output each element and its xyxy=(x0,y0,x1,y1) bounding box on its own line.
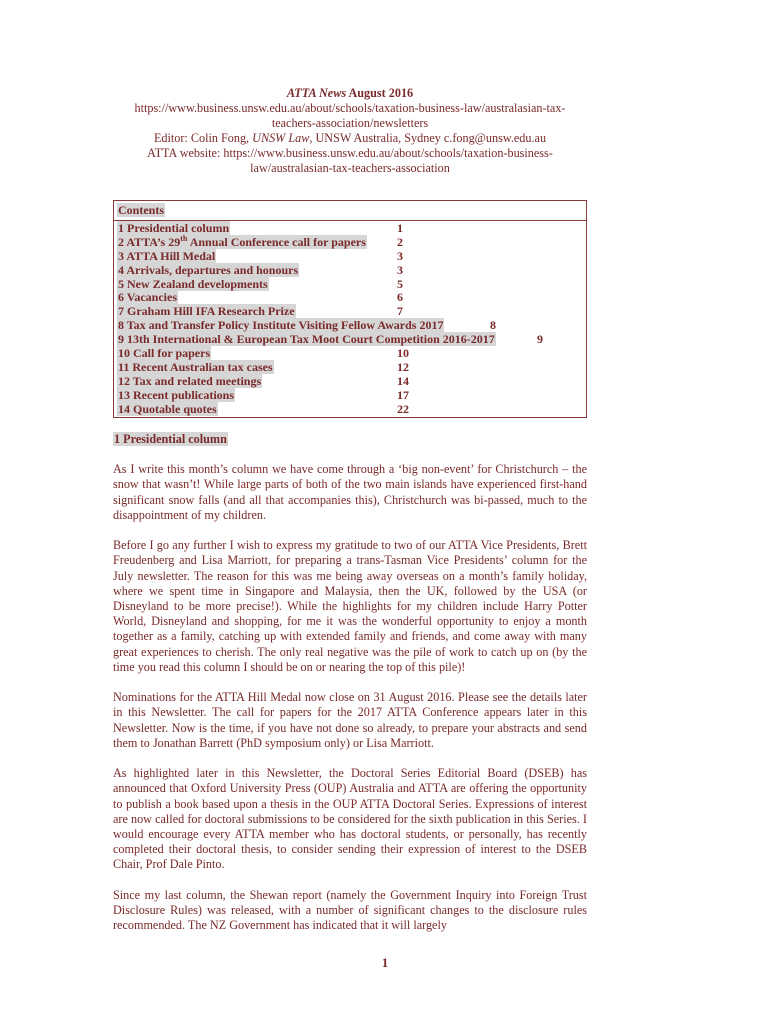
toc-item[interactable] xyxy=(117,347,583,361)
toc-item-label: 14 Quotable quotes xyxy=(118,401,217,416)
toc-item-page: 5 xyxy=(397,276,403,291)
presidential-column xyxy=(113,432,587,949)
toc-item[interactable] xyxy=(117,375,583,389)
editor-line: Editor: Colin Fong, UNSW Law, UNSW Australia, Sydney c.fong@unsw.edu.au xyxy=(153,131,547,145)
toc-item[interactable] xyxy=(117,305,583,319)
toc-item-label: 3 ATTA Hill Medal xyxy=(118,248,216,263)
toc-item-label: 7 Graham Hill IFA Research Prize xyxy=(118,304,295,319)
toc-item-page: 3 xyxy=(397,262,403,277)
toc-item-page: 10 xyxy=(397,346,409,361)
toc-item-label: 2 ATTA’s 29th Annual Conference call for papers xyxy=(118,233,366,249)
toc-item-page: 7 xyxy=(397,304,403,319)
toc-item-page: 14 xyxy=(397,373,409,388)
toc-item[interactable] xyxy=(117,389,583,403)
section-heading: 1 Presidential column xyxy=(114,432,227,446)
toc-item-label: 8 Tax and Transfer Policy Institute Visiting Fellow Awards 2017 xyxy=(118,318,444,333)
newsletter-url-line-2: teachers-association/newsletters xyxy=(271,116,429,130)
toc-item-page: 6 xyxy=(397,290,403,305)
toc-item-label: 11 Recent Australian tax cases xyxy=(118,359,273,374)
toc-item[interactable] xyxy=(117,250,583,264)
toc-item-label: 12 Tax and related meetings xyxy=(118,373,262,388)
toc-item-page: 8 xyxy=(490,318,496,333)
toc-item-page: 9 xyxy=(537,332,543,347)
newsletter-title: ATTA News August 2016 xyxy=(286,86,414,100)
toc-item[interactable] xyxy=(117,361,583,375)
contents-box xyxy=(113,200,587,418)
newsletter-header xyxy=(113,86,587,176)
toc-item-page: 1 xyxy=(397,221,403,235)
website-line-2: law/australasian-tax-teachers-association xyxy=(250,161,450,175)
paragraph-3: Nominations for the ATTA Hill Medal now close on 31 August 2016. Please see the details later in this Newsletter. The call for papers for the 2017 ATTA Conference appears later in this Newsletter. Now is the time, if you have not done so already, to prepare your abstracts and send them to Jonathan Barrett (PhD symposium only) or Lisa Marriott. xyxy=(113,690,587,750)
newsletter-url-line-1: https://www.business.unsw.edu.au/about/schools/taxation-business-law/australasian-tax- xyxy=(134,101,566,115)
toc-item[interactable] xyxy=(117,291,583,305)
toc-item-label: 4 Arrivals, departures and honours xyxy=(118,262,299,277)
contents-heading: Contents xyxy=(118,203,165,217)
paragraph-4: As highlighted later in this Newsletter, the Doctoral Series Editorial Board (DSEB) has announced that Oxford University Press (OUP) Australia and ATTA are offering the opportunity to publish a book based upon a thesis in the OUP ATTA Doctoral Series. Expressions of interest are now called for doctoral submissions to be considered for the sixth publication in this Series. I would encourage every ATTA member who has doctoral students, or personally, has recently completed their doctoral thesis, to consider sending their expression of interest to the DSEB Chair, Prof Dale Pinto. xyxy=(113,766,587,872)
toc-item-label: 1 Presidential column xyxy=(118,221,230,235)
paragraph-2: Before I go any further I wish to express my gratitude to two of our ATTA Vice Presidents, Brett Freudenberg and Lisa Marriott, for preparing a trans-Tasman Vice Presidents’ column for the July newsletter. The reason for this was me being away overseas on a month’s family holiday, where we spent time in Singapore and Malaysia, then the UK, followed by the USA (or Disneyland to be more precise!). While the highlights for my children include Harry Potter World, Disneyland and shopping, for me it was the wonderful opportunity to enjoy a month together as a family, catching up with extended family and friends, and come away with many great experiences to cherish. The only real negative was the pile of work to catch up on (by the time you read this column I should be on or nearing the top of this pile)! xyxy=(113,538,587,674)
toc-item[interactable] xyxy=(117,278,583,292)
toc-item-label: 13 Recent publications xyxy=(118,387,235,402)
toc-item-page: 17 xyxy=(397,387,409,402)
toc-item-label: 6 Vacancies xyxy=(118,290,178,305)
toc-item-page: 22 xyxy=(397,401,409,416)
paragraph-5: Since my last column, the Shewan report (namely the Government Inquiry into Foreign Trust Disclosure Rules) was released, with a number of significant changes to the disclosure rules recommended. The NZ Government has indicated that it will largely xyxy=(113,887,587,933)
toc-item[interactable] xyxy=(117,333,583,347)
table-of-contents xyxy=(117,222,583,416)
toc-item-page: 2 xyxy=(397,234,403,249)
toc-item-label: 9 13th International & European Tax Moot Court Competition 2016-2017 xyxy=(118,332,495,347)
toc-item[interactable] xyxy=(117,319,583,333)
toc-item[interactable] xyxy=(117,264,583,278)
toc-item[interactable] xyxy=(117,403,583,417)
toc-item-label: 5 New Zealand developments xyxy=(118,276,268,291)
toc-item-page: 3 xyxy=(397,248,403,263)
page-number: 1 xyxy=(381,955,389,970)
toc-item-page: 12 xyxy=(397,359,409,374)
paragraph-1: As I write this month’s column we have come through a ‘big non-event’ for Christchurch – the snow that wasn’t! While large parts of both of the two main islands have experienced first-hand significant snow falls (and all that accompanies this), Christchurch was bi-passed, much to the disappointment of my children. xyxy=(113,462,587,522)
toc-item[interactable] xyxy=(117,233,583,250)
toc-item-label: 10 Call for papers xyxy=(118,346,211,361)
website-line-1: ATTA website: https://www.business.unsw.edu.au/about/schools/taxation-business- xyxy=(147,146,553,160)
